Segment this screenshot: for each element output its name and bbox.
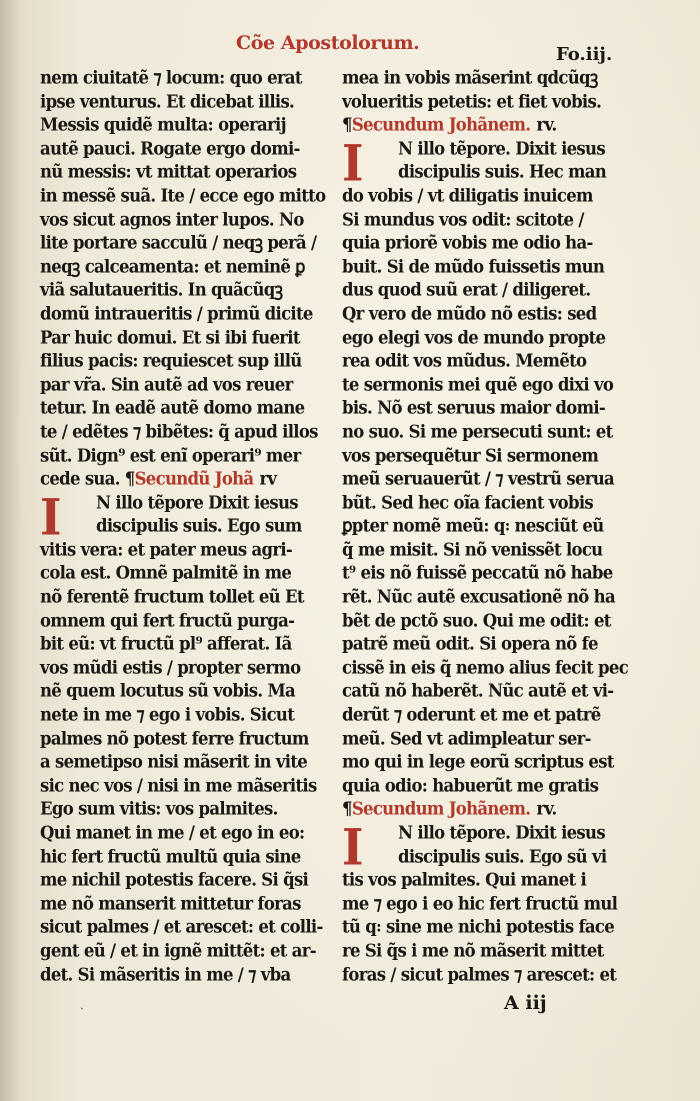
text-line: [342, 631, 612, 656]
text-line: [40, 914, 323, 939]
text-line: [342, 301, 612, 326]
line-text: Messis quidẽ multa: operarij: [40, 114, 286, 135]
line-text: cola est. Omnẽ palmitẽ in me: [40, 562, 292, 584]
text-line: [40, 443, 316, 468]
text-line: [342, 419, 612, 444]
line-text: bis. Nõ est seruus maior domi-: [342, 397, 606, 419]
text-line: [40, 348, 316, 373]
signature-mark: A iij: [504, 992, 547, 1014]
rubric-heading: Secundũ Johã: [134, 468, 254, 489]
text-line: [342, 395, 612, 420]
text-line: [342, 962, 617, 987]
text-line: [342, 537, 612, 562]
line-text: Qr vero de mũdo nõ estis: sed: [342, 303, 597, 324]
line-text: viã salutaueritis. In quãcũqꝫ: [40, 279, 283, 301]
line-text: sũt. Dign⁹ est enĩ operari⁹ mer: [40, 444, 301, 466]
line-text: Par huic domui. Et si ibi fuerit: [40, 326, 300, 348]
line-text: nũ messis: vt mittat operarios: [40, 161, 297, 183]
text-line: [40, 561, 316, 586]
line-text: vos sicut agnos inter lupos. No: [40, 208, 304, 230]
line-text: discipulis suis. Ego sum: [96, 515, 302, 537]
line-text: Ego sum vitis: vos palmites.: [40, 798, 278, 820]
text-line: [40, 584, 316, 609]
text-line: [342, 702, 612, 727]
text-line: [342, 207, 612, 232]
text-line: [40, 136, 316, 161]
text-line: [40, 207, 316, 232]
line-text: N illo tẽpore. Dixit iesus: [398, 822, 605, 843]
line-text: in messẽ suã. Ite / ecce ego mitto: [40, 185, 326, 206]
line-text: re Si q̃s i me nõ mãserit mittet: [342, 940, 604, 961]
text-line: [342, 372, 612, 397]
text-line: [40, 325, 316, 350]
line-text: volueritis petetis: et fiet vobis.: [342, 90, 602, 112]
line-text: t⁹ eis nõ fuissẽ peccatũ nõ habe: [342, 562, 613, 584]
line-text: a semetipso nisi mãserit in vite: [40, 751, 308, 772]
text-line: [40, 773, 316, 798]
rubricated-initial: I: [342, 817, 363, 877]
text-line: [40, 513, 316, 538]
text-line: [40, 796, 316, 821]
text-line: [342, 678, 612, 703]
line-text: bũt. Sed hec oĩa facient vobis: [342, 491, 593, 513]
line-text: cissẽ in eis q̃ nemo alius fecit pec: [342, 657, 629, 678]
text-line: [342, 938, 612, 963]
text-line: [40, 820, 316, 845]
text-line: [342, 867, 612, 892]
text-line: [342, 844, 612, 869]
line-text: rẽt. Nũc autẽ excusationẽ nõ ha: [342, 586, 615, 607]
paragraph-mark-icon: ¶: [342, 114, 352, 135]
chapter-number: rv: [259, 468, 277, 489]
rubricated-initial: I: [342, 133, 363, 192]
text-line: [40, 159, 316, 184]
line-text: nẽ quem locutus sũ vobis. Ma: [40, 680, 296, 702]
text-line: [40, 65, 316, 90]
text-line: [40, 631, 316, 656]
text-line: [342, 796, 612, 821]
line-text: dus quod suũ erat / diligeret.: [342, 279, 591, 301]
text-line: [342, 513, 612, 538]
text-line: [40, 749, 316, 774]
text-line: [40, 419, 316, 444]
rubric-heading: Secundum Johãnem.: [351, 798, 531, 820]
line-text: autẽ pauci. Rogate ergo domi-: [40, 137, 300, 159]
line-text: mea in vobis mãserint qdcũqꝫ: [342, 67, 598, 88]
text-line: [342, 490, 612, 515]
line-text: det. Si mãseritis in me / ⁊ vba: [40, 963, 291, 985]
text-line: [40, 466, 316, 491]
line-text: neqꝫ calceamenta: et neminẽ ꝑ: [40, 255, 305, 277]
text-line: [40, 844, 316, 869]
text-line: [342, 159, 612, 184]
line-text: vos persequẽtur Si sermonem: [342, 444, 599, 466]
line-text: tis vos palmites. Qui manet i: [342, 869, 587, 890]
text-line: [40, 938, 316, 963]
text-line: [342, 277, 612, 302]
line-text: filius pacis: requiescet sup illũ: [40, 350, 302, 371]
text-line: [342, 89, 612, 114]
chapter-number: rv.: [536, 114, 557, 135]
text-line: [342, 773, 612, 798]
text-line: [40, 702, 316, 727]
line-text: nem ciuitatẽ ⁊ locum: quo erat: [40, 67, 302, 88]
text-line: [40, 395, 316, 420]
line-text: N illo tẽpore. Dixit iesus: [398, 137, 605, 159]
line-text: vitis vera: et pater meus agri-: [40, 539, 293, 560]
line-text: discipulis suis. Hec man: [398, 161, 607, 183]
text-line: [342, 65, 612, 90]
line-text: domũ intraueritis / primũ dicite: [40, 303, 313, 324]
line-text: bit eũ: vt fructũ pl⁹ afferat. Iã: [40, 633, 292, 654]
line-text: Si mundus vos odit: scitote /: [342, 208, 584, 230]
text-line: [342, 914, 615, 939]
line-text: nete in me ⁊ ego i vobis. Sicut: [40, 704, 295, 725]
folio-number: Fo.iij.: [556, 44, 613, 65]
line-text: quia odio: habuerũt me gratis: [342, 775, 599, 796]
line-text: rea odit vos mũdus. Memẽto: [342, 350, 587, 371]
line-text: N illo tẽpore Dixit iesus: [96, 491, 298, 513]
line-text: no suo. Si me persecuti sunt: et: [342, 421, 613, 442]
text-line: [40, 112, 316, 137]
text-line: [342, 561, 612, 586]
line-text: foras / sicut palmes ⁊ arescet: et: [342, 963, 617, 985]
line-text: sic nec vos / nisi in me mãseritis: [40, 775, 317, 796]
paragraph-mark-icon: ¶: [342, 798, 352, 820]
line-text: me nichil potestis facere. Si q̃si: [40, 869, 309, 890]
ink-speck: ˎ: [80, 996, 84, 1010]
left-text-column: [40, 66, 326, 986]
line-text: do vobis / vt diligatis inuicem: [342, 185, 593, 206]
line-text: cede sua.: [40, 468, 120, 489]
text-line: [342, 254, 612, 279]
line-text: palmes nõ potest ferre fructum: [40, 727, 309, 749]
line-text: lite portare sacculũ / neqꝫ perã /: [40, 232, 317, 253]
line-text: sicut palmes / et arescet: et colli-: [40, 916, 323, 938]
line-text: mo qui in lege eorũ scriptus est: [342, 751, 614, 772]
text-line: [40, 655, 316, 680]
text-line: [342, 230, 612, 255]
line-text: ipse venturus. Et dicebat illis.: [40, 90, 295, 112]
line-text: ego elegi vos de mundo propte: [342, 326, 606, 348]
line-text: tetur. In eadẽ autẽ domo mane: [40, 397, 305, 419]
line-text: vos mũdi estis / propter sermo: [40, 657, 301, 678]
line-text: patrẽ meũ odit. Si opera nõ fe: [342, 633, 598, 654]
gutter-shadow: [0, 0, 22, 1101]
line-text: gent eũ / et in ignẽ mittẽt: et ar-: [40, 940, 316, 961]
text-line: [40, 89, 316, 114]
rubricated-initial: I: [40, 487, 61, 546]
right-text-column: [342, 66, 629, 986]
text-line: [40, 277, 316, 302]
line-text: nõ ferentẽ fructum tollet eũ Et: [40, 586, 304, 607]
text-line: [40, 183, 326, 208]
text-line: [40, 891, 316, 916]
text-line: [40, 867, 316, 892]
text-line: [342, 112, 612, 137]
line-text: par vr̃a. Sin autẽ ad vos reuer: [40, 373, 293, 395]
text-line: [40, 678, 316, 703]
rubric-heading: Secundum Johãnem.: [351, 114, 531, 135]
text-line: [342, 443, 612, 468]
text-line: [342, 325, 612, 350]
line-text: discipulis suis. Ego sũ vi: [398, 845, 607, 867]
text-line: [40, 230, 316, 255]
line-text: meũ. Sed vt adimpleatur ser-: [342, 727, 591, 749]
text-line: [342, 726, 612, 751]
text-line: [342, 466, 615, 491]
text-line: [342, 655, 629, 680]
text-line: [40, 726, 316, 751]
line-text: omnem qui fert fructũ purga-: [40, 609, 295, 631]
text-line: [342, 584, 615, 609]
line-text: hic fert fructũ multũ quia sine: [40, 845, 301, 867]
line-text: me nõ manserit mittetur foras: [40, 892, 301, 914]
text-line: [40, 608, 316, 633]
line-text: meũ seruauerũt / ⁊ vestrũ serua: [342, 468, 615, 489]
text-line: [342, 608, 612, 633]
chapter-number: rv.: [536, 798, 557, 820]
line-text: bẽt de pctõ suo. Qui me odit: et: [342, 609, 611, 631]
line-text: ꝑpter nomẽ meũ: q꞉ nesciũt eũ: [342, 515, 604, 537]
line-text: derũt ⁊ oderunt et me et patrẽ: [342, 704, 601, 725]
line-text: catũ nõ haberẽt. Nũc autẽ et vi-: [342, 680, 614, 702]
line-text: te / edẽtes ⁊ bibẽtes: q̃ apud illos: [40, 421, 318, 442]
line-text: me ⁊ ego i eo hic fert fructũ mul: [342, 892, 618, 914]
line-text: te sermonis mei quẽ ego dixi vo: [342, 373, 614, 395]
text-line: [342, 183, 612, 208]
text-line: [40, 372, 316, 397]
paragraph-mark-icon: ¶: [119, 468, 135, 489]
text-line: [40, 962, 316, 987]
text-line: [342, 348, 612, 373]
running-title: Cõe Apostolorum.: [236, 32, 420, 54]
line-text: quia priorẽ vobis me odio ha-: [342, 232, 593, 253]
line-text: q̃ me misit. Si nõ venissẽt locu: [342, 539, 603, 560]
text-line: [40, 537, 316, 562]
text-line: [342, 891, 618, 916]
line-text: buit. Si de mũdo fuissetis mun: [342, 255, 605, 277]
text-line: [40, 301, 316, 326]
text-line: [342, 749, 612, 774]
line-text: Qui manet in me / et ego in eo:: [40, 822, 305, 843]
text-line: [40, 254, 316, 279]
line-text: tũ q꞉ sine me nichi potestis face: [342, 916, 615, 938]
